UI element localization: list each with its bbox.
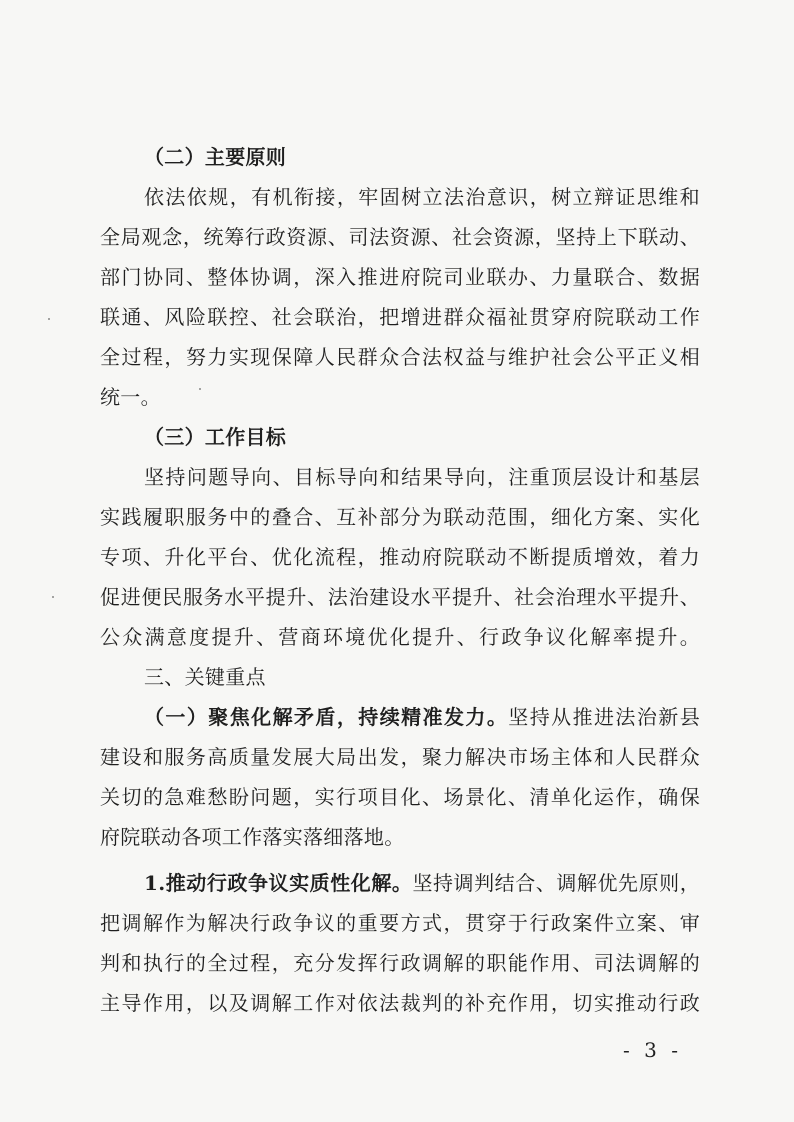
item-bold-lead: （一）聚焦化解矛盾，持续精准发力。	[144, 705, 509, 729]
document-body	[100, 137, 700, 1023]
paragraph-line: 关切的急难愁盼问题，实行项目化、场景化、清单化运作，确保	[100, 785, 700, 809]
paragraph-line: 全过程，努力实现保障人民群众合法权益与维护社会公平正义相	[100, 345, 700, 369]
section-heading-principles: （二）主要原则	[144, 145, 287, 169]
subitem-first-line	[100, 863, 700, 903]
paragraph-line: 建设和服务高质量发展大局出发，聚力解决市场主体和人民群众	[100, 745, 700, 769]
item-first-line	[100, 697, 700, 737]
paragraph-line: 依法依规，有机衔接，牢固树立法治意识，树立辩证思维和	[144, 185, 700, 209]
paragraph-line: 专项、升化平台、优化流程，推动府院联动不断提质增效，着力	[100, 545, 700, 569]
scan-speck	[52, 596, 54, 598]
paragraph-line: 坚持问题导向、目标导向和结果导向，注重顶层设计和基层	[144, 465, 700, 489]
paragraph-line: 统一。	[100, 385, 161, 409]
paragraph-line: 促进便民服务水平提升、法治建设水平提升、社会治理水平提升、	[100, 585, 700, 609]
paragraph-line: 联通、风险联控、社会联治，把增进群众福祉贯穿府院联动工作	[100, 305, 700, 329]
paragraph-line: 府院联动各项工作落实落细落地。	[100, 825, 405, 849]
paragraph-line: 全局观念，统筹行政资源、司法资源、社会资源，坚持上下联动、	[100, 225, 700, 249]
page-number: - 3 -	[623, 1038, 682, 1062]
paragraph-line: 把调解作为解决行政争议的重要方式，贯穿于行政案件立案、审	[100, 911, 700, 935]
paragraph-line: 公众满意度提升、营商环境优化提升、行政争议化解率提升。	[100, 625, 700, 649]
paragraph-line: 部门协同、整体协调，深入推进府院司业联办、力量联合、数据	[100, 265, 700, 289]
subitem-rest: 坚持调判结合、调解优先原则，	[412, 871, 700, 895]
paragraph-line: 判和执行的全过程，充分发挥行政调解的职能作用、司法调解的	[100, 951, 700, 975]
paragraph-line: 主导作用，以及调解工作对依法裁判的补充作用，切实推动行政	[100, 991, 700, 1015]
scan-speck	[48, 318, 50, 320]
section-heading-goals: （三）工作目标	[144, 425, 287, 449]
item-rest: 坚持从推进法治新县	[508, 705, 701, 729]
subitem-bold-lead: 1.推动行政争议实质性化解。	[144, 871, 413, 895]
paragraph-line: 实践履职服务中的叠合、互补部分为联动范围，细化方案、实化	[100, 505, 700, 529]
part-heading-key-points: 三、关键重点	[144, 665, 266, 689]
